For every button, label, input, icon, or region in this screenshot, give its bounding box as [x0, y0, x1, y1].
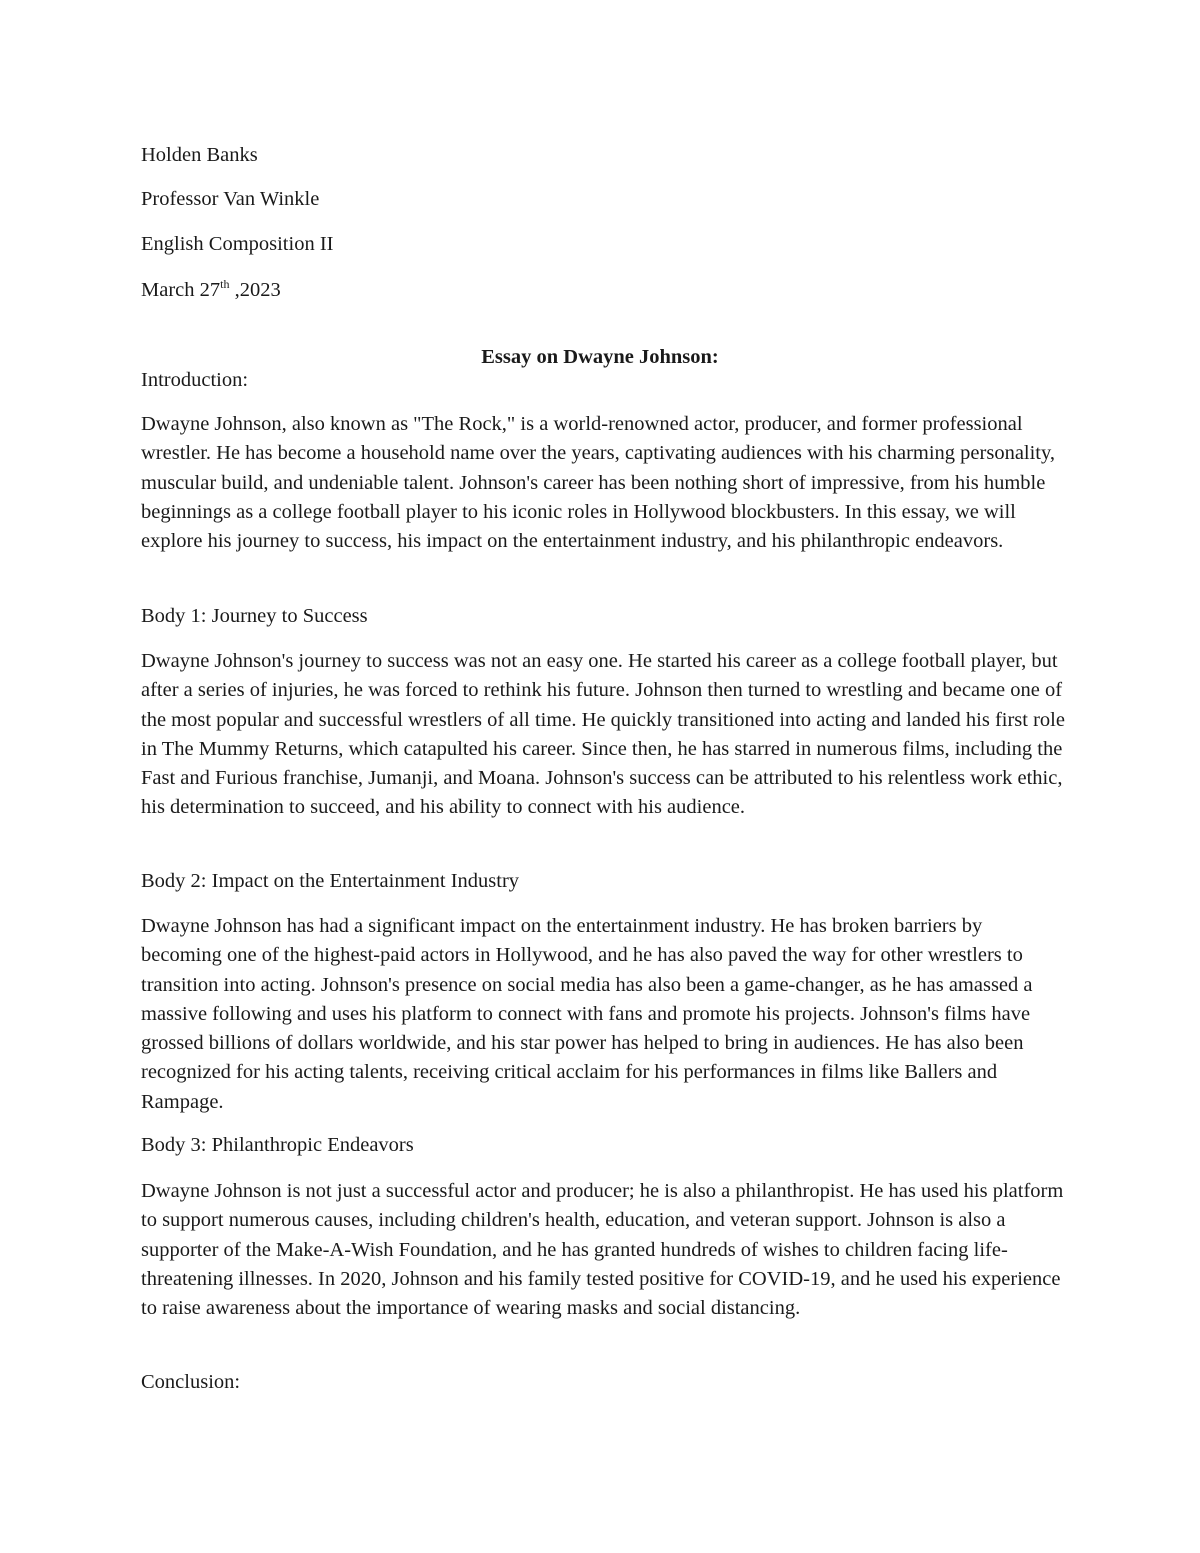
section-heading-introduction: Introduction:: [141, 369, 249, 391]
paragraph-introduction: Dwayne Johnson, also known as "The Rock," is a world-renowned actor, producer, and former professional wrestler. He has become a household name over the years, captivating audiences with his charming personality, muscular build, and undeniable talent. Johnson's career has been nothing short of impressive, from his humble beginnings as a college football player to his iconic roles in Hollywood blockbusters. In this essay, we will explore his journey to success, his impact on the entertainment industry, and his philanthropic endeavors.: [141, 413, 1056, 553]
section-heading-body-2: Body 2: Impact on the Entertainment Industry: [141, 870, 520, 892]
paragraph-body-3: Dwayne Johnson is not just a successful actor and producer; he is also a philanthropist. He has used his platform to support numerous causes, including children's health, education, and veteran support. Johnson is also a supporter of the Make-A-Wish Foundation, and he has granted hundreds of wishes to children facing life-threatening illnesses. In 2020, Johnson and his family tested positive for COVID-19, and he used his experience to raise awareness about the importance of wearing masks and social distancing.: [141, 1180, 1064, 1320]
date-ordinal-suffix: th: [220, 277, 230, 291]
professor-name: Professor Van Winkle: [141, 188, 320, 210]
date-line: [141, 276, 281, 307]
course-name: English Composition II: [141, 233, 334, 255]
date-month-day: March 27: [141, 279, 221, 301]
paragraph-body-2: Dwayne Johnson has had a significant impact on the entertainment industry. He has broken barriers by becoming one of the highest-paid actors in Hollywood, and he has also paved the way for other wrestlers to transition into acting. Johnson's presence on social media has also been a game-changer, as he has amassed a massive following and uses his platform to connect with fans and promote his projects. Johnson's films have grossed billions of dollars worldwide, and his star power has helped to bring in audiences. He has also been recognized for his acting talents, receiving critical acclaim for his performances in films like Ballers and Rampage.: [141, 915, 1033, 1113]
date-year: ,2023: [229, 279, 281, 301]
essay-title: Essay on Dwayne Johnson:: [481, 345, 719, 368]
section-heading-body-3: Body 3: Philanthropic Endeavors: [141, 1134, 414, 1156]
section-heading-conclusion: Conclusion:: [141, 1371, 241, 1393]
student-name: Holden Banks: [141, 144, 258, 166]
section-heading-body-1: Body 1: Journey to Success: [141, 605, 368, 627]
paragraph-body-1: Dwayne Johnson's journey to success was not an easy one. He started his career as a college football player, but after a series of injuries, he was forced to rethink his future. Johnson then turned to wrestling and became one of the most popular and successful wrestlers of all time. He quickly transitioned into acting and landed his first role in The Mummy Returns, which catapulted his career. Since then, he has starred in numerous films, including the Fast and Furious franchise, Jumanji, and Moana. Johnson's success can be attributed to his relentless work ethic, his determination to succeed, and his ability to connect with his audience.: [141, 650, 1065, 819]
